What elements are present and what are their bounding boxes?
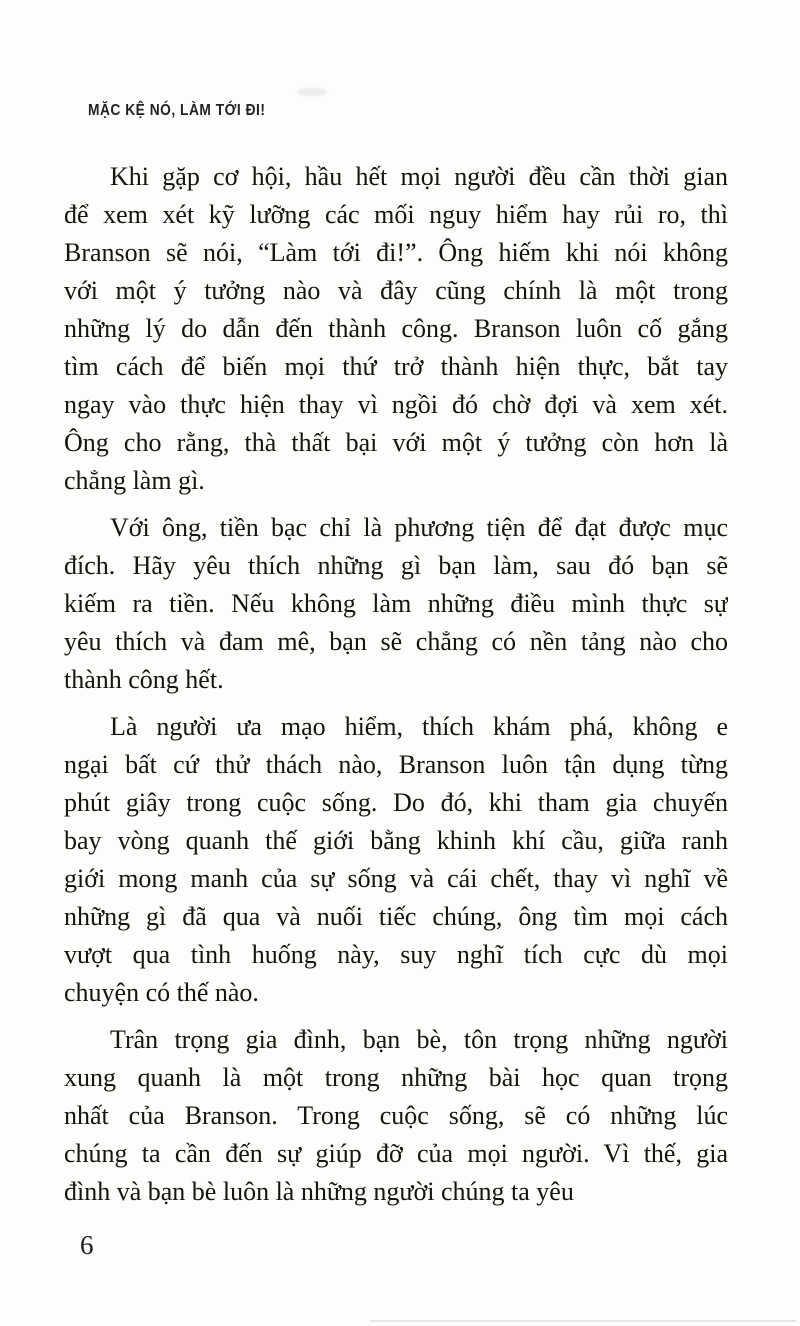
paragraph (64, 708, 728, 1012)
text-line: Với ông, tiền bạc chỉ là phương tiện để đạt được mục (110, 513, 728, 542)
text-line: tìm cách để biến mọi thứ trở thành hiện thực, bắt tay (64, 352, 728, 381)
paragraph (64, 1021, 728, 1211)
text-line: xung quanh là một trong những bài học quan trọng (64, 1063, 728, 1092)
body-text (64, 158, 728, 1220)
paragraph (64, 158, 728, 500)
scan-smudge-artifact (297, 88, 327, 96)
text-line: giới mong manh của sự sống và cái chết, thay vì nghĩ về (64, 864, 728, 893)
text-line: vượt qua tình huống này, suy nghĩ tích cực dù mọi (64, 940, 728, 969)
text-line: chẳng làm gì. (64, 466, 205, 495)
text-line: những lý do dẫn đến thành công. Branson luôn cố gắng (64, 314, 728, 343)
text-line: chuyện có thế nào. (64, 978, 259, 1007)
paragraph (64, 509, 728, 699)
text-line: kiếm ra tiền. Nếu không làm những điều mình thực sự (64, 589, 728, 618)
text-line: với một ý tưởng nào và đây cũng chính là một trong (64, 276, 728, 305)
text-line: ngay vào thực hiện thay vì ngồi đó chờ đợi và xem xét. (64, 390, 728, 419)
text-line: nhất của Branson. Trong cuộc sống, sẽ có những lúc (64, 1101, 728, 1130)
text-line: yêu thích và đam mê, bạn sẽ chẳng có nền tảng nào cho (64, 627, 728, 656)
text-line: những gì đã qua và nuối tiếc chúng, ông tìm mọi cách (64, 902, 728, 931)
page-number: 6 (80, 1230, 94, 1260)
text-line: đích. Hãy yêu thích những gì bạn làm, sau đó bạn sẽ (64, 551, 728, 580)
text-line: đình và bạn bè luôn là những người chúng ta yêu (64, 1177, 574, 1206)
text-line: Khi gặp cơ hội, hầu hết mọi người đều cần thời gian (110, 162, 728, 191)
running-header: MẶC KỆ NÓ, LÀM TỚI ĐI! (88, 102, 266, 119)
text-line: bay vòng quanh thế giới bằng khinh khí cầu, giữa ranh (64, 826, 728, 855)
scan-edge-artifact (370, 1320, 796, 1322)
text-line: Trân trọng gia đình, bạn bè, tôn trọng những người (110, 1025, 728, 1054)
text-line: phút giây trong cuộc sống. Do đó, khi tham gia chuyến (64, 788, 728, 817)
text-line: để xem xét kỹ lưỡng các mối nguy hiểm hay rủi ro, thì (64, 200, 728, 229)
text-line: chúng ta cần đến sự giúp đỡ của mọi người. Vì thế, gia (64, 1139, 728, 1168)
text-line: Là người ưa mạo hiểm, thích khám phá, không e (110, 712, 728, 741)
text-line: thành công hết. (64, 665, 224, 694)
text-line: ngại bất cứ thử thách nào, Branson luôn tận dụng từng (64, 750, 728, 779)
text-line: Ông cho rằng, thà thất bại với một ý tưởng còn hơn là (64, 428, 728, 457)
text-line: Branson sẽ nói, “Làm tới đi!”. Ông hiếm khi nói không (64, 238, 728, 267)
